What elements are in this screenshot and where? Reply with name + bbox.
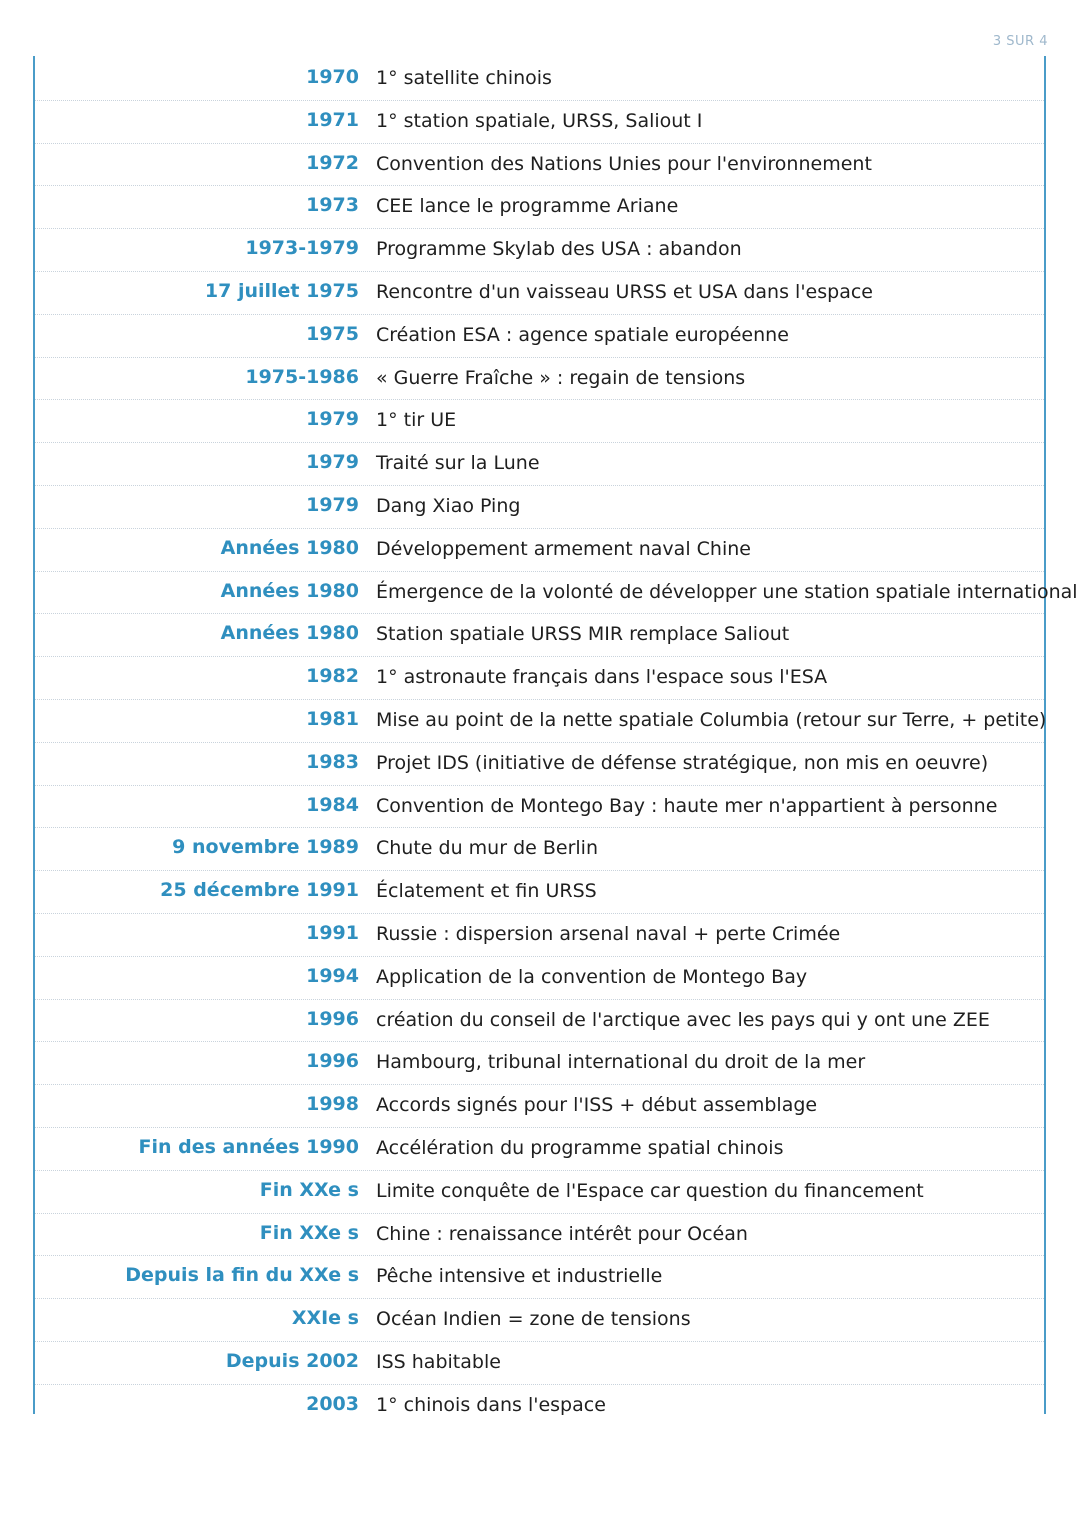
timeline-row	[35, 358, 1044, 401]
timeline-date: 1975	[306, 322, 359, 345]
timeline-event: ISS habitable	[376, 1350, 501, 1373]
timeline-event: Rencontre d'un vaisseau URSS et USA dans l'espace	[376, 280, 873, 303]
timeline-row	[35, 1171, 1044, 1214]
timeline-row	[35, 786, 1044, 829]
timeline-event: Station spatiale URSS MIR remplace Saliout	[376, 623, 790, 646]
timeline-date: 1979	[306, 493, 359, 516]
timeline-row	[35, 229, 1044, 272]
timeline-date: Depuis la fin du XXe s	[125, 1264, 359, 1287]
timeline-row	[35, 1256, 1044, 1299]
timeline-date: Depuis 2002	[225, 1349, 359, 1372]
timeline-date: 9 novembre 1989	[172, 836, 359, 859]
timeline-date: 1971	[306, 108, 359, 131]
timeline-row	[35, 828, 1044, 871]
timeline-row	[35, 272, 1044, 315]
timeline-date: 1970	[306, 66, 359, 88]
timeline-row	[35, 486, 1044, 529]
timeline-event: CEE lance le programme Ariane	[376, 195, 679, 218]
timeline-row	[35, 443, 1044, 486]
timeline-row	[35, 1085, 1044, 1128]
timeline-event: 1° station spatiale, URSS, Saliout I	[376, 109, 703, 132]
timeline-row	[35, 186, 1044, 229]
timeline-date: 1994	[306, 964, 359, 987]
timeline-event: Émergence de la volonté de développer une station spatiale international	[376, 580, 1078, 603]
timeline-event: Convention de Montego Bay : haute mer n'appartient à personne	[376, 794, 998, 817]
timeline-date: 17 juillet 1975	[204, 279, 359, 302]
timeline-event: Éclatement et fin URSS	[376, 880, 597, 903]
timeline-event: Hambourg, tribunal international du droit de la mer	[376, 1051, 866, 1074]
timeline-date: 1979	[306, 408, 359, 431]
timeline-row	[35, 1342, 1044, 1385]
timeline-row	[35, 1128, 1044, 1171]
timeline-date: 1998	[306, 1093, 359, 1116]
timeline-row	[35, 529, 1044, 572]
timeline-row	[35, 58, 1044, 101]
timeline-date: 2003	[306, 1392, 359, 1415]
timeline-date: 1973	[306, 194, 359, 217]
timeline-date: XXIe s	[291, 1307, 359, 1330]
timeline-event: « Guerre Fraîche » : regain de tensions	[376, 366, 746, 389]
timeline-event: 1° astronaute français dans l'espace sous l'ESA	[376, 666, 828, 689]
timeline-row	[35, 957, 1044, 1000]
timeline-event: Accords signés pour l'ISS + début assemblage	[376, 1094, 818, 1117]
timeline-row	[35, 1042, 1044, 1085]
timeline-row	[35, 743, 1044, 786]
timeline-row	[35, 400, 1044, 443]
timeline-row	[35, 1385, 1044, 1427]
timeline-date: Années 1980	[220, 579, 359, 602]
timeline-event: Accélération du programme spatial chinois	[376, 1136, 784, 1159]
timeline-date: Fin des années 1990	[138, 1135, 359, 1158]
timeline-date: 1982	[306, 665, 359, 688]
timeline-event: 1° tir UE	[376, 409, 457, 432]
timeline-event: Création ESA : agence spatiale européenne	[376, 323, 789, 346]
timeline-date: 1996	[306, 1007, 359, 1030]
timeline-event: Chute du mur de Berlin	[376, 837, 598, 860]
timeline-event: Traité sur la Lune	[376, 452, 540, 475]
timeline-date: 25 décembre 1991	[160, 879, 359, 902]
timeline-event: Développement armement naval Chine	[376, 537, 751, 560]
timeline-row	[35, 572, 1078, 615]
timeline-date: 1996	[306, 1050, 359, 1073]
timeline-date: 1983	[306, 750, 359, 773]
timeline-date: 1979	[306, 451, 359, 474]
timeline-date: 1975-1986	[245, 365, 359, 388]
timeline-event: Mise au point de la nette spatiale Columbia (retour sur Terre, + petite)	[376, 708, 1047, 731]
timeline-event: Océan Indien = zone de tensions	[376, 1308, 691, 1331]
timeline-event: 1° chinois dans l'espace	[376, 1393, 606, 1416]
timeline-event: Russie : dispersion arsenal naval + perte Crimée	[376, 922, 841, 945]
timeline-row	[35, 1214, 1044, 1257]
timeline-row	[35, 315, 1044, 358]
timeline-event: 1° satellite chinois	[376, 67, 552, 89]
timeline-date: 1973-1979	[245, 237, 359, 260]
timeline-date: Années 1980	[220, 536, 359, 559]
timeline-event: Dang Xiao Ping	[376, 494, 521, 517]
timeline-row	[35, 1000, 1044, 1043]
timeline-row	[35, 700, 1047, 743]
timeline-date: Années 1980	[220, 622, 359, 645]
timeline-date: 1972	[306, 151, 359, 174]
timeline-date: 1984	[306, 793, 359, 816]
timeline-table	[33, 56, 1078, 1416]
timeline-row	[35, 614, 1044, 657]
timeline-date: 1981	[306, 707, 359, 730]
timeline-row	[35, 657, 1044, 700]
timeline-event: Convention des Nations Unies pour l'environnement	[376, 152, 872, 175]
page-number: 3 SUR 4	[992, 34, 1048, 49]
timeline-event: création du conseil de l'arctique avec les pays qui y ont une ZEE	[376, 1008, 990, 1031]
timeline-row	[35, 914, 1044, 957]
timeline-event: Programme Skylab des USA : abandon	[376, 238, 742, 261]
timeline-event: Projet IDS (initiative de défense stratégique, non mis en oeuvre)	[376, 751, 989, 774]
timeline-row	[35, 144, 1044, 187]
timeline-row	[35, 1299, 1044, 1342]
timeline-event: Chine : renaissance intérêt pour Océan	[376, 1222, 748, 1245]
timeline-event: Limite conquête de l'Espace car question du financement	[376, 1179, 924, 1202]
timeline-event: Application de la convention de Montego Bay	[376, 965, 808, 988]
timeline-date: Fin XXe s	[259, 1221, 359, 1244]
timeline-date: Fin XXe s	[259, 1178, 359, 1201]
timeline-row	[35, 101, 1044, 144]
timeline-date: 1991	[306, 921, 359, 944]
timeline-event: Pêche intensive et industrielle	[376, 1265, 663, 1288]
timeline-row	[35, 871, 1044, 914]
